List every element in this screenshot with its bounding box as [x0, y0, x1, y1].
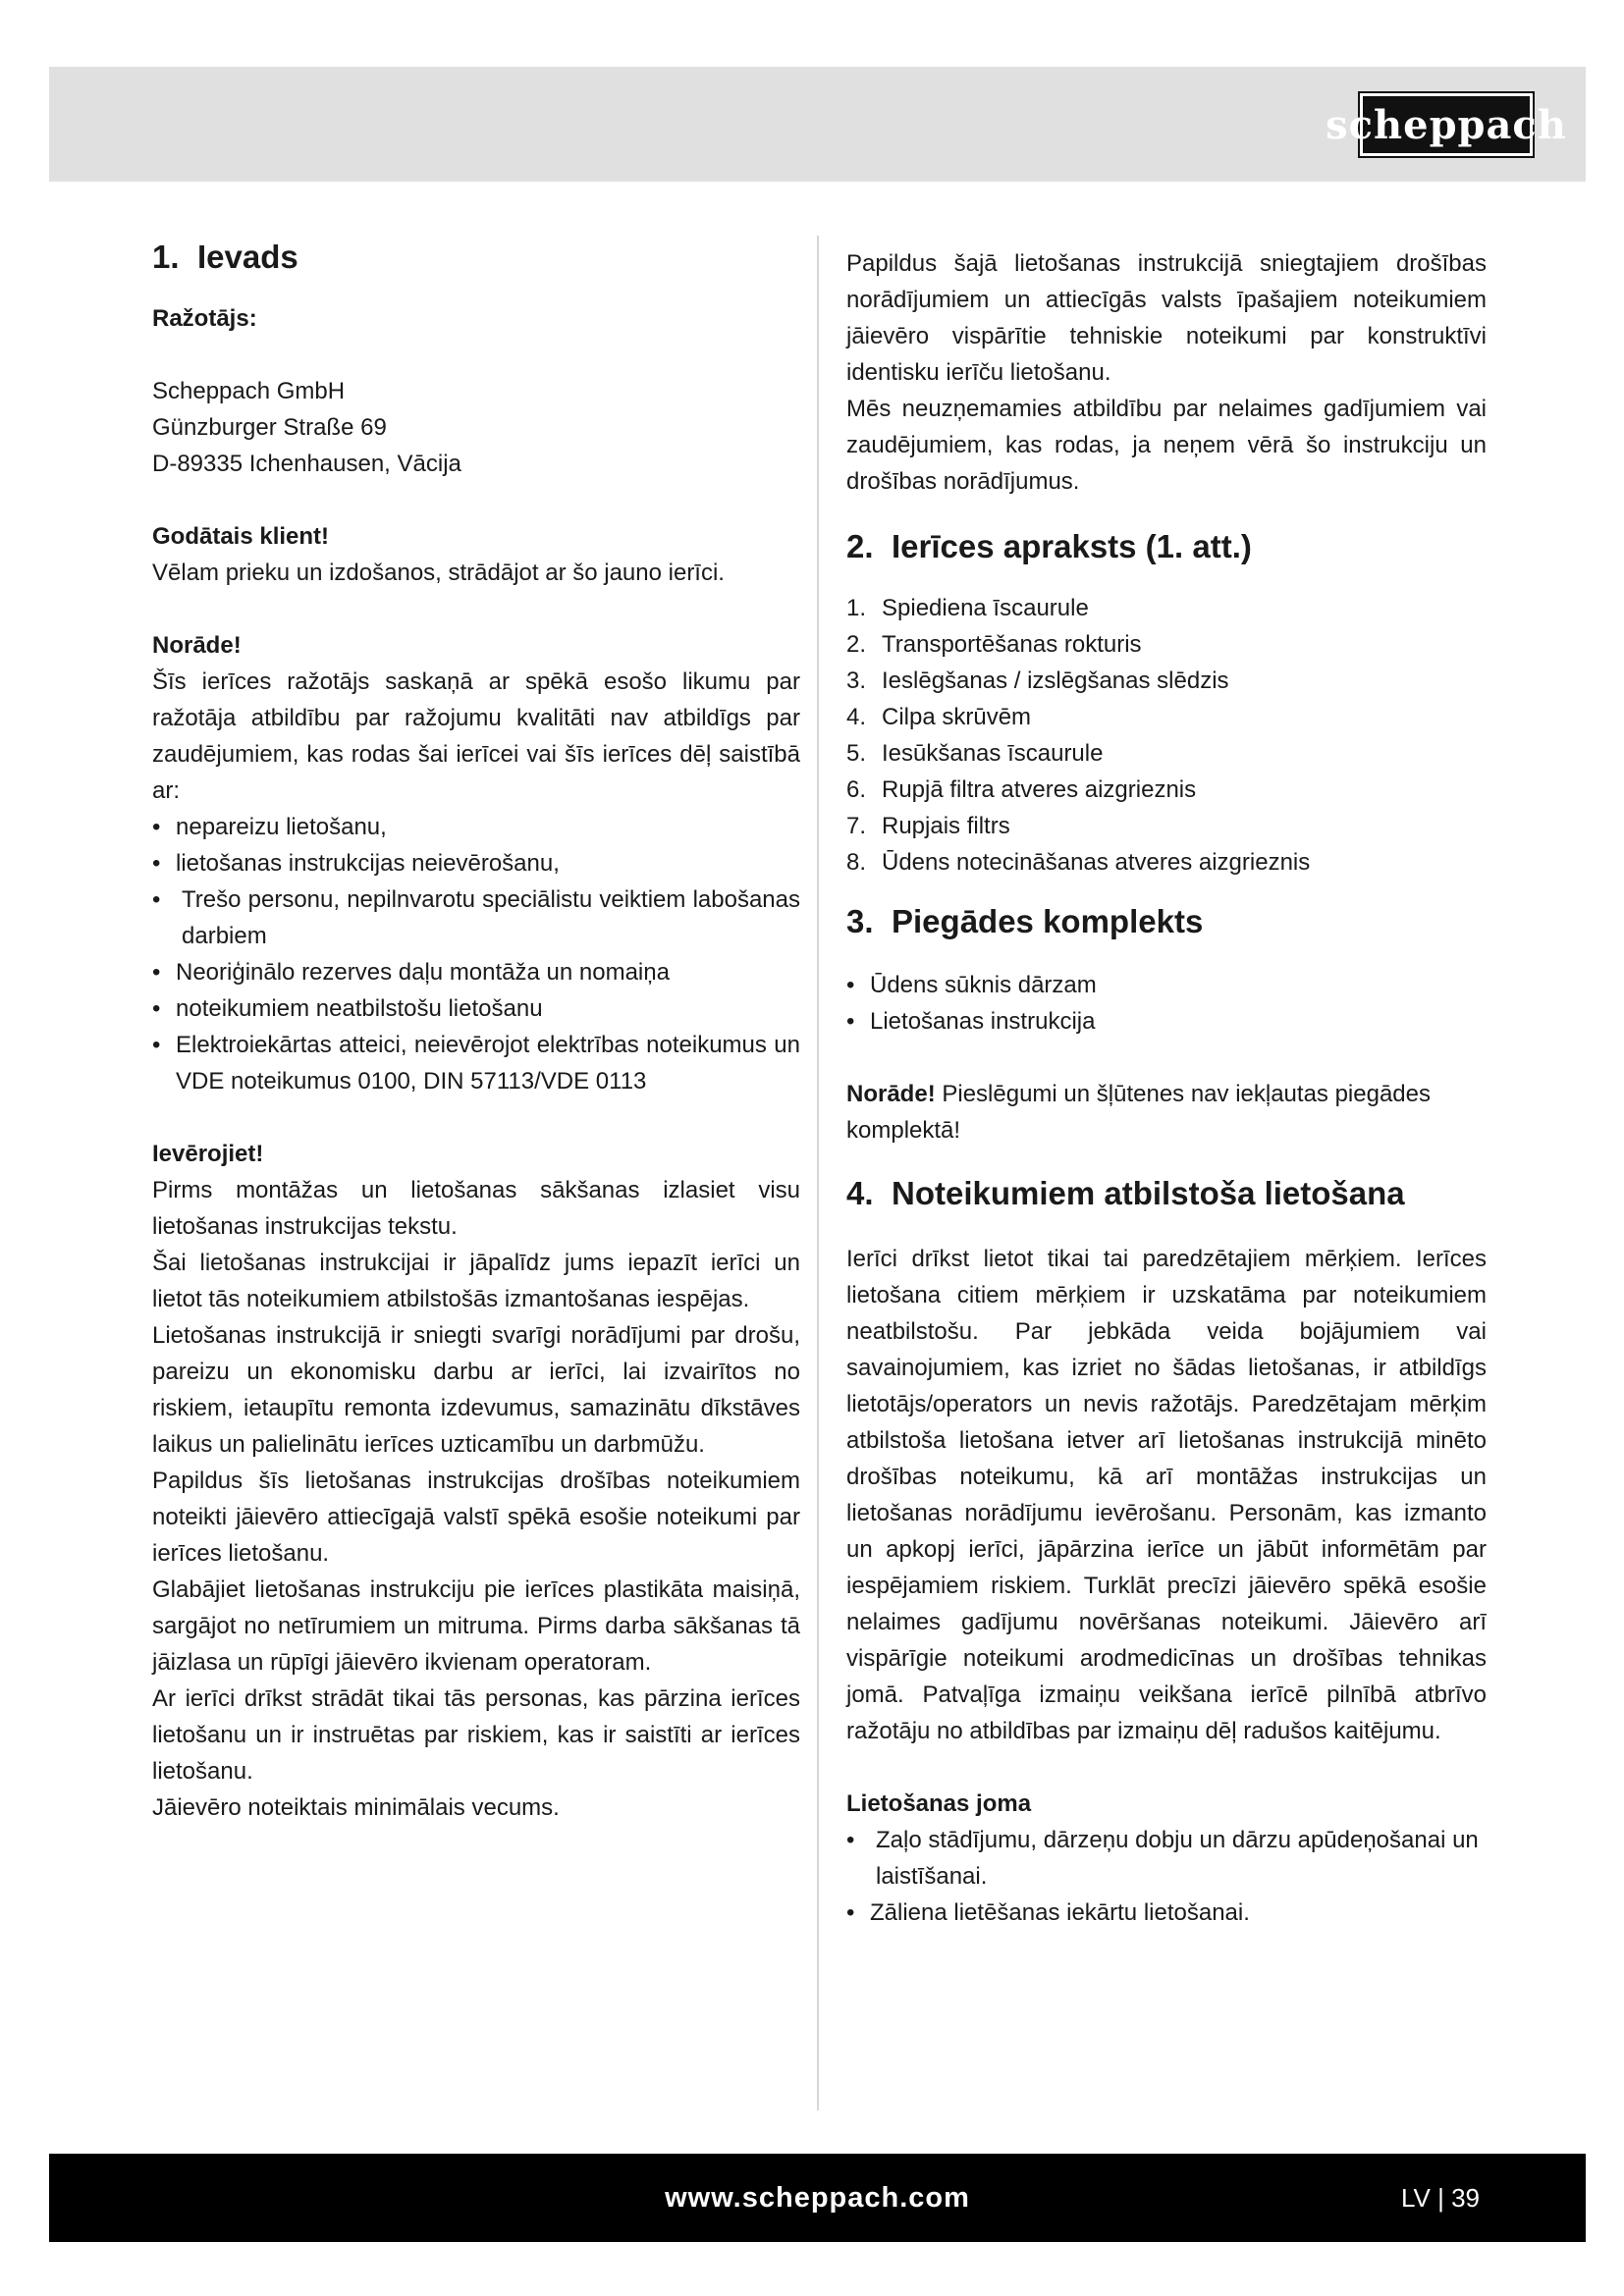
intro-paragraph: Papildus šajā lietošanas instrukcijā sniegtajiem drošības norādījumiem un attiecīgās valsts īpašajiem noteikumiem jāievēro vispārītie tehniskie noteikumi par konstruktīvi identisku ierīču lietošanu. [846, 250, 1487, 386]
observe-paragraph: Pirms montāžas un lietošanas sākšanas izlasiet visu lietošanas instrukcijas tekstu. [152, 1177, 800, 1240]
left-column [152, 236, 800, 1826]
list-item: • Lietošanas instrukcija [846, 1003, 1487, 1040]
observe-paragraph: Šai lietošanas instrukcijai ir jāpalīdz jums iepazīt ierīci un lietot tās noteikumiem atbilstošās izmantošanas iespējas. [152, 1250, 800, 1312]
observe-paragraph: Glabājiet lietošanas instrukciju pie ierīces plastikāta maisiņā, sargājot no netīrumiem un mitruma. Pirms darba sākšanas tā jāizlasa un rūpīgi jāievēro ikvienam operatoram. [152, 1576, 800, 1676]
manufacturer-address: Scheppach GmbH Günzburger Straße 69 D-89335 Ichenhausen, Vācija [152, 378, 461, 477]
section-3-heading: 3. Piegādes komplekts [846, 903, 1204, 939]
list-item: • Ūdens sūknis dārzam [846, 967, 1487, 1003]
section-2-heading: 2. Ierīces apraksts (1. att.) [846, 528, 1252, 564]
list-item: • Trešo personu, nepilnvarotu speciālistu veiktiem labošanas darbiem [152, 881, 800, 954]
list-item: 8. Ūdens notecināšanas atveres aizgrieznis [846, 849, 1311, 876]
list-item: • Zāliena lietēšanas iekārtu lietošanai. [846, 1895, 1487, 1931]
list-item: • lietošanas instrukcijas neievērošanu, [152, 845, 800, 881]
list-item: • Elektroiekārtas atteici, neievērojot elektrības noteikumus un VDE noteikumus 0100, DIN 57113/VDE 0113 [152, 1027, 800, 1099]
note-title: Norāde! [152, 632, 242, 659]
list-item: 3. Ieslēgšanas / izslēgšanas slēdzis [846, 667, 1229, 694]
observe-title: Ievērojiet! [152, 1141, 264, 1167]
manufacturer-label: Ražotājs: [152, 305, 257, 332]
intended-use-text: Ierīci drīkst lietot tikai tai paredzētajiem mērķiem. Ierīces lietošana citiem mērķiem ir uzskatāma par noteikumiem neatbilstošu. Par jebkāda veida bojājumiem vai savainojumiem, kas izriet no šādas lietošanas, ir atbildīgs lietotājs/operators un nevis ražotājs. Paredzētajam mērķim atbilstoša lietošana ietver arī lietošanas instrukcijā minēto drošības noteikumu, kā arī montāžas instrukcijas un lietošanas norādījumu ievērošanu. Personām, kas izmanto un apkopj ierīci, jāpārzina ierīce un jābūt informētām par iespējamiem riskiem. Turklāt precīzi jāievēro spēkā esošie nelaimes gadījumu novēršanas noteikumi. Jāievēro arī vispārīgie noteikumi arodmedicīnas un drošības tehnikas jomā. Patvaļīga izmaiņu veikšana ierīcē pilnībā atbrīvo ražotāju no atbildības par izmaiņu dēļ radušos kaitējumu. [846, 1246, 1487, 1744]
observe-paragraph: Jāievēro noteiktais minimālais vecums. [152, 1794, 560, 1821]
intro-paragraph: Mēs neuzņemamies atbildību par nelaimes gadījumiem vai zaudējumiem, kas rodas, ja neņem vērā šo instrukciju un drošības norādījumus. [846, 396, 1487, 495]
page-number: LV | 39 [1401, 2183, 1480, 2213]
delivery-note: Norāde! Pieslēgumi un šļūtenes nav iekļautas piegādes komplektā! [846, 1081, 1432, 1144]
list-item: 7. Rupjais filtrs [846, 813, 1010, 839]
section-4-heading: 4. Noteikumiem atbilstoša lietošana [846, 1175, 1405, 1211]
note-list [152, 809, 800, 1099]
greeting-title: Godātais klient! [152, 523, 330, 550]
note-text: Šīs ierīces ražotājs saskaņā ar spēkā esošo likumu par ražotāja atbildību par ražojumu kvalitāti nav atbildīgs par zaudējumiem, kas rodas šai ierīcei vai šīs ierīces dēļ saistībā ar: [152, 668, 800, 804]
list-item: 2. Transportēšanas rokturis [846, 631, 1142, 658]
scope-list [846, 1822, 1487, 1931]
footer-url[interactable]: www.scheppach.com [665, 2182, 970, 2214]
list-item: 6. Rupjā filtra atveres aizgrieznis [846, 776, 1197, 803]
page-footer [49, 2154, 1586, 2242]
greeting-text: Vēlam prieku un izdošanos, strādājot ar šo jauno ierīci. [152, 560, 725, 586]
brand-logo: scheppach [1360, 93, 1533, 156]
list-item: • nepareizu lietošanu, [152, 809, 800, 845]
observe-paragraph: Ar ierīci drīkst strādāt tikai tās personas, kas pārzina ierīces lietošanu un ir instruētas par riskiem, kas ir saistīti ar ierīces lietošanu. [152, 1685, 800, 1785]
observe-paragraph: Lietošanas instrukcijā ir sniegti svarīgi norādījumi par drošu, pareizu un ekonomisku darbu ar ierīci, lai izvairītos no riskiem, ietaupītu remonta izdevumus, samazinātu dīkstāves laikus un palielinātu ierīces uzticamību un darbmūžu. [152, 1322, 800, 1458]
list-item: • Zaļo stādījumu, dārzeņu dobju un dārzu apūdeņošanai un laistīšanai. [846, 1822, 1487, 1895]
list-item: 5. Iesūkšanas īscaurule [846, 740, 1104, 767]
parts-list [846, 590, 1487, 881]
observe-paragraph: Papildus šīs lietošanas instrukcijas drošības noteikumiem noteikti jāievēro attiecīgajā valstī spēkā esošie noteikumi par ierīces lietošanu. [152, 1468, 800, 1567]
list-item: 1. Spiediena īscaurule [846, 595, 1089, 621]
right-column [846, 236, 1487, 1931]
column-divider [817, 236, 819, 2110]
section-1-heading: 1. Ievads [152, 239, 298, 275]
delivery-list [846, 967, 1487, 1040]
list-item: • noteikumiem neatbilstošu lietošanu [152, 990, 800, 1027]
list-item: • Neoriģinālo rezerves daļu montāža un nomaiņa [152, 954, 800, 990]
scope-title: Lietošanas joma [846, 1790, 1032, 1817]
page-header [49, 67, 1586, 182]
list-item: 4. Cilpa skrūvēm [846, 704, 1032, 730]
